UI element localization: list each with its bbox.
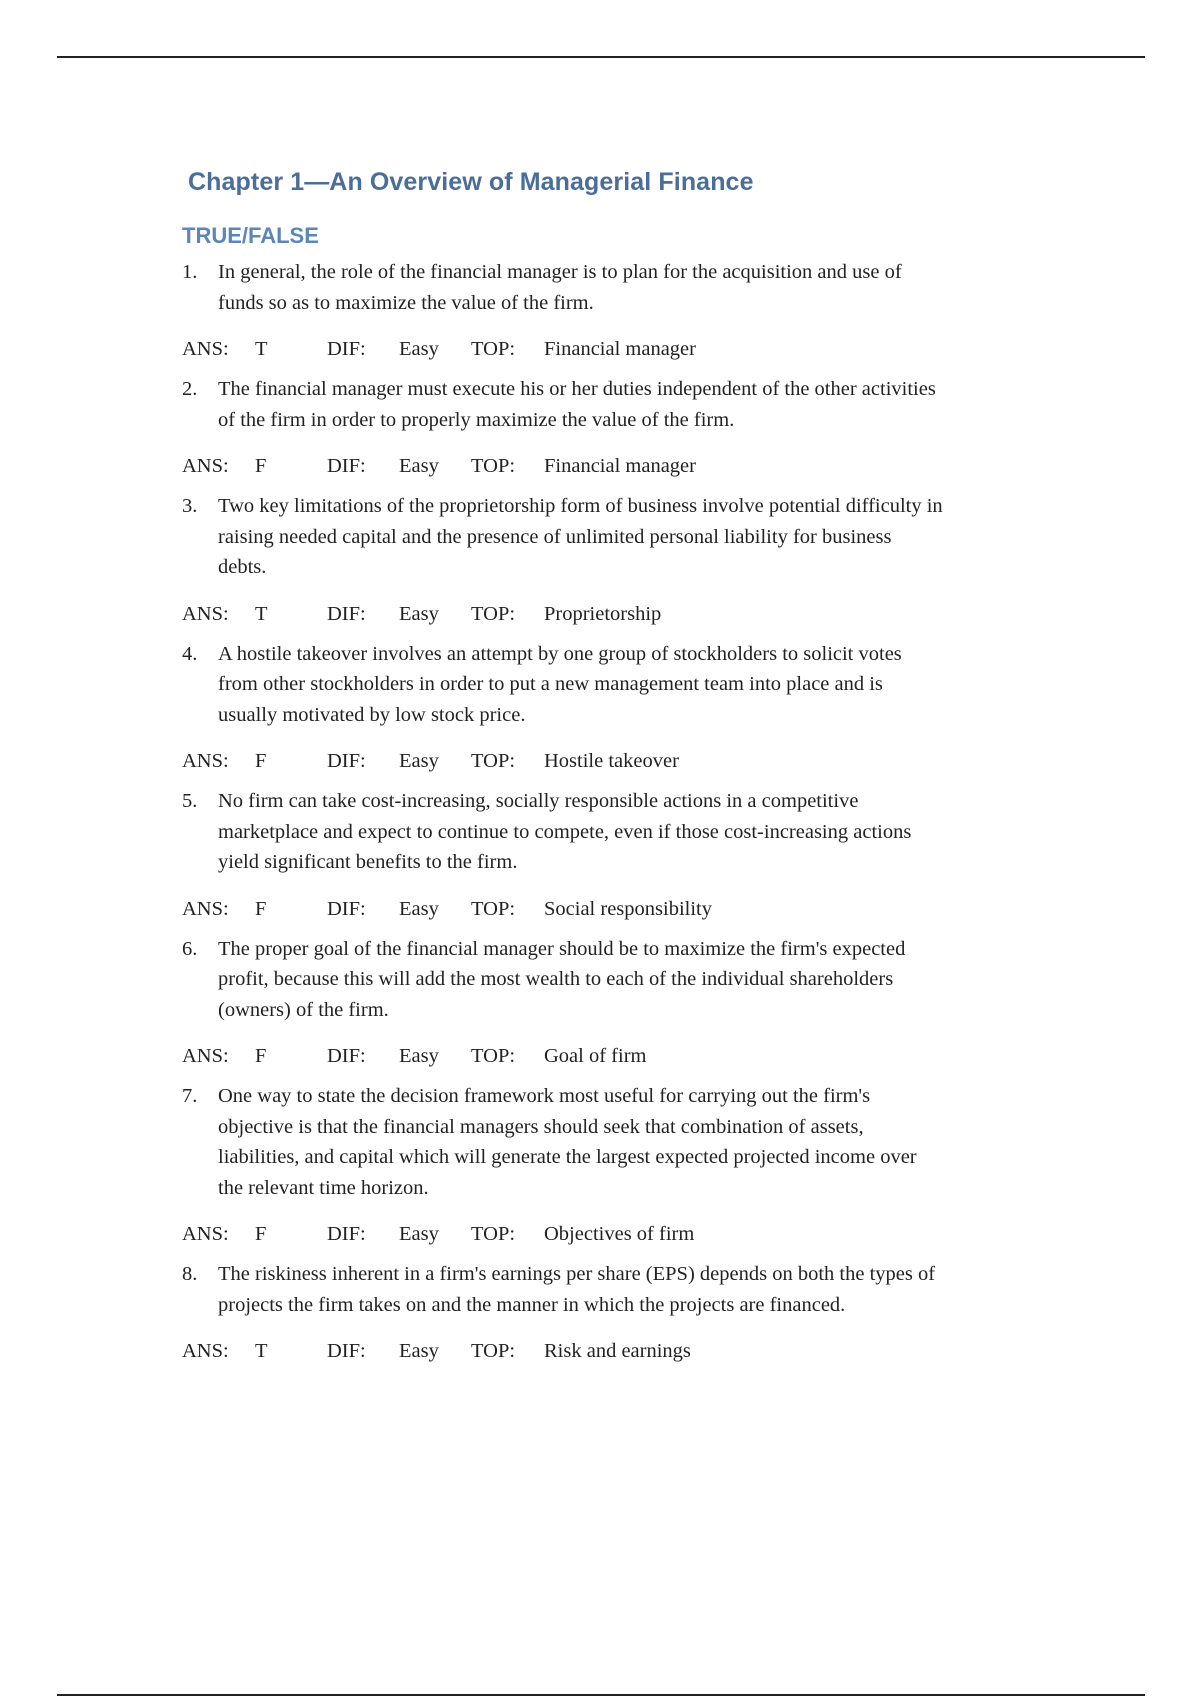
bottom-rule bbox=[57, 1694, 1145, 1696]
difficulty-value: Easy bbox=[399, 1340, 439, 1362]
answer-value: T bbox=[255, 338, 268, 360]
answer-value: F bbox=[255, 1045, 267, 1067]
topic-value: Objectives of firm bbox=[544, 1223, 695, 1245]
question-text bbox=[218, 639, 1062, 731]
ans-label: ANS: bbox=[182, 1223, 229, 1245]
dif-label: DIF: bbox=[327, 1340, 366, 1362]
question-text-line: marketplace and expect to continue to compete, even if those cost-increasing actions bbox=[218, 820, 912, 843]
question-text bbox=[218, 786, 1062, 878]
top-label: TOP: bbox=[471, 455, 516, 477]
section-title: TRUE/FALSE bbox=[182, 223, 319, 248]
ans-label: ANS: bbox=[182, 338, 229, 360]
question-text-line: of the firm in order to properly maximize the value of the firm. bbox=[218, 408, 735, 431]
difficulty-value: Easy bbox=[399, 1223, 439, 1245]
question-text-line: In general, the role of the financial manager is to plan for the acquisition and use of bbox=[218, 261, 902, 283]
top-label: TOP: bbox=[471, 602, 516, 625]
difficulty-value: Easy bbox=[399, 455, 439, 477]
difficulty-value: Easy bbox=[399, 1045, 439, 1067]
question-item bbox=[182, 491, 1062, 629]
difficulty-value: Easy bbox=[399, 897, 439, 920]
question-text-line: funds so as to maximize the value of the firm. bbox=[218, 291, 594, 314]
question-item bbox=[182, 257, 1062, 364]
answer-line bbox=[182, 1041, 1062, 1071]
question-text bbox=[218, 1259, 1062, 1320]
question-text bbox=[218, 491, 1062, 583]
dif-label: DIF: bbox=[327, 897, 366, 920]
answer-value: F bbox=[255, 455, 267, 477]
answer-line bbox=[182, 451, 1062, 481]
dif-label: DIF: bbox=[327, 338, 366, 360]
question-text-line: The riskiness inherent in a firm's earnings per share (EPS) depends on both the types of bbox=[218, 1263, 936, 1285]
ans-label: ANS: bbox=[182, 602, 229, 625]
question-text-line: usually motivated by low stock price. bbox=[218, 703, 526, 726]
question-text-line: the relevant time horizon. bbox=[218, 1176, 429, 1199]
question-text-line: (owners) of the firm. bbox=[218, 998, 389, 1021]
question-text-line: projects the firm takes on and the manner in which the projects are financed. bbox=[218, 1293, 846, 1316]
question-text-line: The proper goal of the financial manager should be to maximize the firm's expected bbox=[218, 937, 906, 960]
question-number: 6. bbox=[182, 937, 198, 960]
top-label: TOP: bbox=[471, 1223, 516, 1245]
dif-label: DIF: bbox=[327, 750, 366, 772]
top-label: TOP: bbox=[471, 750, 516, 772]
question-number: 2. bbox=[182, 378, 198, 400]
answer-value: F bbox=[255, 750, 267, 772]
answer-line bbox=[182, 746, 1062, 776]
document-page bbox=[182, 168, 1062, 1376]
top-label: TOP: bbox=[471, 338, 516, 360]
answer-value: F bbox=[255, 1223, 267, 1245]
answer-line bbox=[182, 894, 1062, 924]
question-block bbox=[182, 786, 1062, 878]
answer-value: F bbox=[255, 897, 267, 920]
dif-label: DIF: bbox=[327, 455, 366, 477]
question-number: 4. bbox=[182, 642, 198, 665]
question-text-line: A hostile takeover involves an attempt by one group of stockholders to solicit votes bbox=[218, 642, 902, 665]
question-block bbox=[182, 491, 1062, 583]
question-block bbox=[182, 1259, 1062, 1320]
ans-label: ANS: bbox=[182, 750, 229, 772]
question-block bbox=[182, 1081, 1062, 1203]
ans-label: ANS: bbox=[182, 455, 229, 477]
question-item bbox=[182, 1259, 1062, 1366]
question-item bbox=[182, 786, 1062, 924]
question-block bbox=[182, 374, 1062, 435]
question-text-line: objective is that the financial managers should seek that combination of assets, bbox=[218, 1115, 864, 1138]
question-item bbox=[182, 934, 1062, 1072]
topic-value: Financial manager bbox=[544, 338, 696, 360]
question-item bbox=[182, 639, 1062, 777]
top-rule bbox=[57, 56, 1145, 58]
question-text-line: raising needed capital and the presence of unlimited personal liability for business bbox=[218, 525, 892, 548]
question-item bbox=[182, 374, 1062, 481]
ans-label: ANS: bbox=[182, 897, 229, 920]
answer-value: T bbox=[255, 1340, 268, 1362]
question-number: 5. bbox=[182, 790, 198, 812]
question-text-line: The financial manager must execute his or her duties independent of the other activities bbox=[218, 378, 936, 400]
chapter-title: Chapter 1—An Overview of Managerial Finance bbox=[188, 168, 754, 196]
question-text-line: liabilities, and capital which will generate the largest expected projected income over bbox=[218, 1146, 917, 1168]
top-label: TOP: bbox=[471, 1340, 516, 1362]
question-block bbox=[182, 639, 1062, 731]
dif-label: DIF: bbox=[327, 1045, 366, 1067]
topic-value: Goal of firm bbox=[544, 1045, 647, 1067]
question-text-line: Two key limitations of the proprietorship form of business involve potential difficulty in bbox=[218, 495, 943, 517]
question-text-line: yield significant benefits to the firm. bbox=[218, 851, 518, 873]
difficulty-value: Easy bbox=[399, 602, 439, 625]
answer-value: T bbox=[255, 602, 268, 625]
dif-label: DIF: bbox=[327, 1223, 366, 1245]
question-text bbox=[218, 934, 1062, 1026]
question-text bbox=[218, 1081, 1062, 1203]
question-block bbox=[182, 257, 1062, 318]
topic-value: Hostile takeover bbox=[544, 750, 679, 772]
topic-value: Financial manager bbox=[544, 455, 696, 477]
question-text-line: from other stockholders in order to put a new management team into place and is bbox=[218, 673, 883, 695]
topic-value: Social responsibility bbox=[544, 897, 712, 920]
question-text-line: No firm can take cost-increasing, socially responsible actions in a competitive bbox=[218, 790, 859, 812]
answer-line bbox=[182, 599, 1062, 629]
ans-label: ANS: bbox=[182, 1340, 229, 1362]
question-list bbox=[182, 257, 1062, 1366]
question-text-line: debts. bbox=[218, 556, 267, 578]
question-number: 3. bbox=[182, 495, 198, 517]
question-text-line: One way to state the decision framework most useful for carrying out the firm's bbox=[218, 1085, 871, 1107]
difficulty-value: Easy bbox=[399, 338, 439, 360]
top-label: TOP: bbox=[471, 1045, 516, 1067]
question-block bbox=[182, 934, 1062, 1026]
question-text-line: profit, because this will add the most wealth to each of the individual shareholders bbox=[218, 968, 894, 990]
answer-line bbox=[182, 1336, 1062, 1366]
question-text bbox=[218, 374, 1062, 435]
answer-line bbox=[182, 1219, 1062, 1249]
answer-line bbox=[182, 334, 1062, 364]
question-item bbox=[182, 1081, 1062, 1249]
topic-value: Proprietorship bbox=[544, 602, 662, 625]
difficulty-value: Easy bbox=[399, 750, 439, 772]
question-number: 8. bbox=[182, 1263, 198, 1285]
question-number: 1. bbox=[182, 261, 198, 283]
topic-value: Risk and earnings bbox=[544, 1340, 691, 1362]
top-label: TOP: bbox=[471, 897, 516, 920]
ans-label: ANS: bbox=[182, 1045, 229, 1067]
dif-label: DIF: bbox=[327, 602, 366, 625]
question-number: 7. bbox=[182, 1085, 198, 1107]
question-text bbox=[218, 257, 1062, 318]
